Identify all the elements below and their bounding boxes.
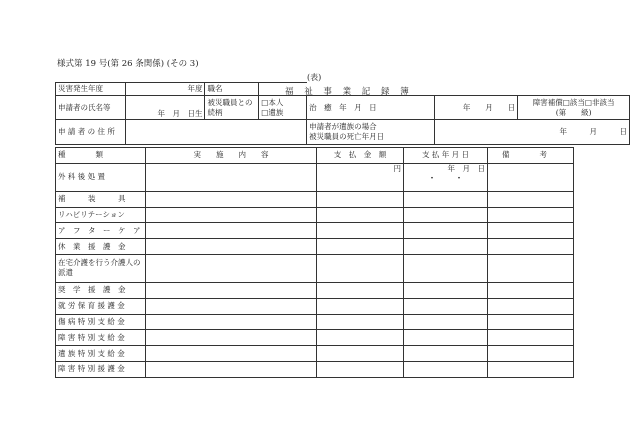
pay-date-cell[interactable]	[404, 207, 488, 223]
death-date-field[interactable]: 年 月 日	[434, 120, 629, 145]
disaster-year-label: 災害発生年度	[56, 83, 126, 96]
content-cell[interactable]	[146, 223, 317, 239]
col-remarks: 備 考	[488, 148, 574, 164]
remarks-cell[interactable]	[488, 223, 574, 239]
row-label: 遺 族 特 別 支 給 金	[56, 346, 146, 362]
address-label: 申 請 者 の 住 所	[56, 120, 126, 145]
form-code: 様式第 19 号(第 26 条関係) (その 3)	[57, 59, 199, 69]
content-cell[interactable]	[146, 239, 317, 255]
date-units: 年 月 日	[447, 163, 485, 173]
content-cell[interactable]	[146, 163, 317, 191]
pay-date-cell[interactable]	[404, 239, 488, 255]
row-label: 傷 病 特 別 支 給 金	[56, 314, 146, 330]
amount-cell[interactable]	[317, 298, 404, 314]
content-cell[interactable]	[146, 282, 317, 298]
relation-options[interactable]	[259, 96, 307, 120]
pay-date-cell[interactable]	[404, 298, 488, 314]
remarks-cell[interactable]	[488, 346, 574, 362]
form-title: 福 祉 事 業 記 録 簿	[285, 87, 413, 97]
row-label: ア フ タ ー ケ ア	[56, 223, 146, 239]
col-pay-date: 支 払 年 月 日	[404, 148, 488, 164]
remarks-cell[interactable]	[488, 361, 574, 377]
content-cell[interactable]	[146, 254, 317, 282]
amount-cell[interactable]	[317, 223, 404, 239]
content-cell[interactable]	[146, 191, 317, 207]
relation-label: 被災職員との続柄	[205, 96, 259, 120]
col-amount: 支 払 金 額	[317, 148, 404, 164]
row-label: 就 労 保 育 援 護 金	[56, 298, 146, 314]
death-date-label	[307, 120, 435, 145]
remarks-cell[interactable]	[488, 254, 574, 282]
amount-cell[interactable]	[317, 191, 404, 207]
pay-date-cell[interactable]	[404, 191, 488, 207]
pay-date-cell[interactable]	[404, 163, 488, 191]
disaster-year-field[interactable]: 年度	[125, 83, 205, 96]
welfare-records-table	[55, 147, 574, 378]
amount-cell[interactable]	[317, 361, 404, 377]
job-label: 職名	[205, 83, 259, 96]
pay-date-cell[interactable]	[404, 282, 488, 298]
content-cell[interactable]	[146, 361, 317, 377]
content-cell[interactable]	[146, 314, 317, 330]
remarks-cell[interactable]	[488, 314, 574, 330]
remarks-cell[interactable]	[488, 330, 574, 346]
row-label: リハビリテーション	[56, 207, 146, 223]
applicant-info-table	[55, 82, 630, 145]
row-label: 在宅介護を行う介護人の派遣	[56, 254, 146, 282]
amount-cell[interactable]	[317, 163, 404, 191]
remarks-cell[interactable]	[488, 207, 574, 223]
amount-cell[interactable]	[317, 330, 404, 346]
content-cell[interactable]	[146, 207, 317, 223]
birth-date-field[interactable]: 年 月 日生	[125, 96, 205, 120]
address-field[interactable]	[125, 120, 306, 145]
row-label: 障 害 特 別 支 給 金	[56, 330, 146, 346]
death-label-line2: 被災職員の死亡年月日	[309, 132, 385, 141]
amount-cell[interactable]	[317, 207, 404, 223]
yen-unit: 円	[393, 163, 401, 173]
death-label-line1: 申請者が遺族の場合	[309, 122, 377, 131]
amount-cell[interactable]	[317, 254, 404, 282]
remarks-cell[interactable]	[488, 163, 574, 191]
remarks-cell[interactable]	[488, 239, 574, 255]
title-spacer	[337, 83, 629, 96]
amount-cell[interactable]	[317, 346, 404, 362]
cure-date-field[interactable]: 年 月 日	[434, 96, 518, 120]
pay-date-cell[interactable]	[404, 254, 488, 282]
pay-date-cell[interactable]	[404, 361, 488, 377]
relation-family-checkbox[interactable]: □遺族	[261, 107, 284, 117]
side-label: (表)	[307, 73, 322, 82]
disability-field[interactable]	[518, 96, 630, 120]
applicant-name-label: 申請者の氏名等	[56, 96, 126, 120]
amount-cell[interactable]	[317, 314, 404, 330]
row-label: 外 科 後 処 置	[56, 163, 146, 191]
col-type: 種 類	[56, 148, 146, 164]
job-field[interactable]	[259, 83, 307, 96]
disability-grade[interactable]: (第 級)	[555, 107, 592, 117]
row-label: 補 装 具	[56, 191, 146, 207]
content-cell[interactable]	[146, 330, 317, 346]
amount-cell[interactable]	[317, 239, 404, 255]
content-cell[interactable]	[146, 346, 317, 362]
content-cell[interactable]	[146, 298, 317, 314]
col-content: 実 施 内 容	[146, 148, 317, 164]
cure-date-label: 治 癒 年 月 日	[307, 96, 435, 120]
pay-date-cell[interactable]	[404, 330, 488, 346]
pay-date-cell[interactable]	[404, 346, 488, 362]
row-label: 休 業 援 護 金	[56, 239, 146, 255]
row-label: 障 害 特 別 援 護 金	[56, 361, 146, 377]
remarks-cell[interactable]	[488, 191, 574, 207]
amount-cell[interactable]	[317, 282, 404, 298]
date-dots: ・ ・	[427, 173, 464, 184]
pay-date-cell[interactable]	[404, 223, 488, 239]
remarks-cell[interactable]	[488, 282, 574, 298]
row-label: 奨 学 援 護 金	[56, 282, 146, 298]
remarks-cell[interactable]	[488, 298, 574, 314]
pay-date-cell[interactable]	[404, 314, 488, 330]
disability-checkboxes[interactable]: 障害補償□該当□非該当	[532, 97, 615, 107]
relation-self-checkbox[interactable]: □本人	[261, 97, 284, 107]
